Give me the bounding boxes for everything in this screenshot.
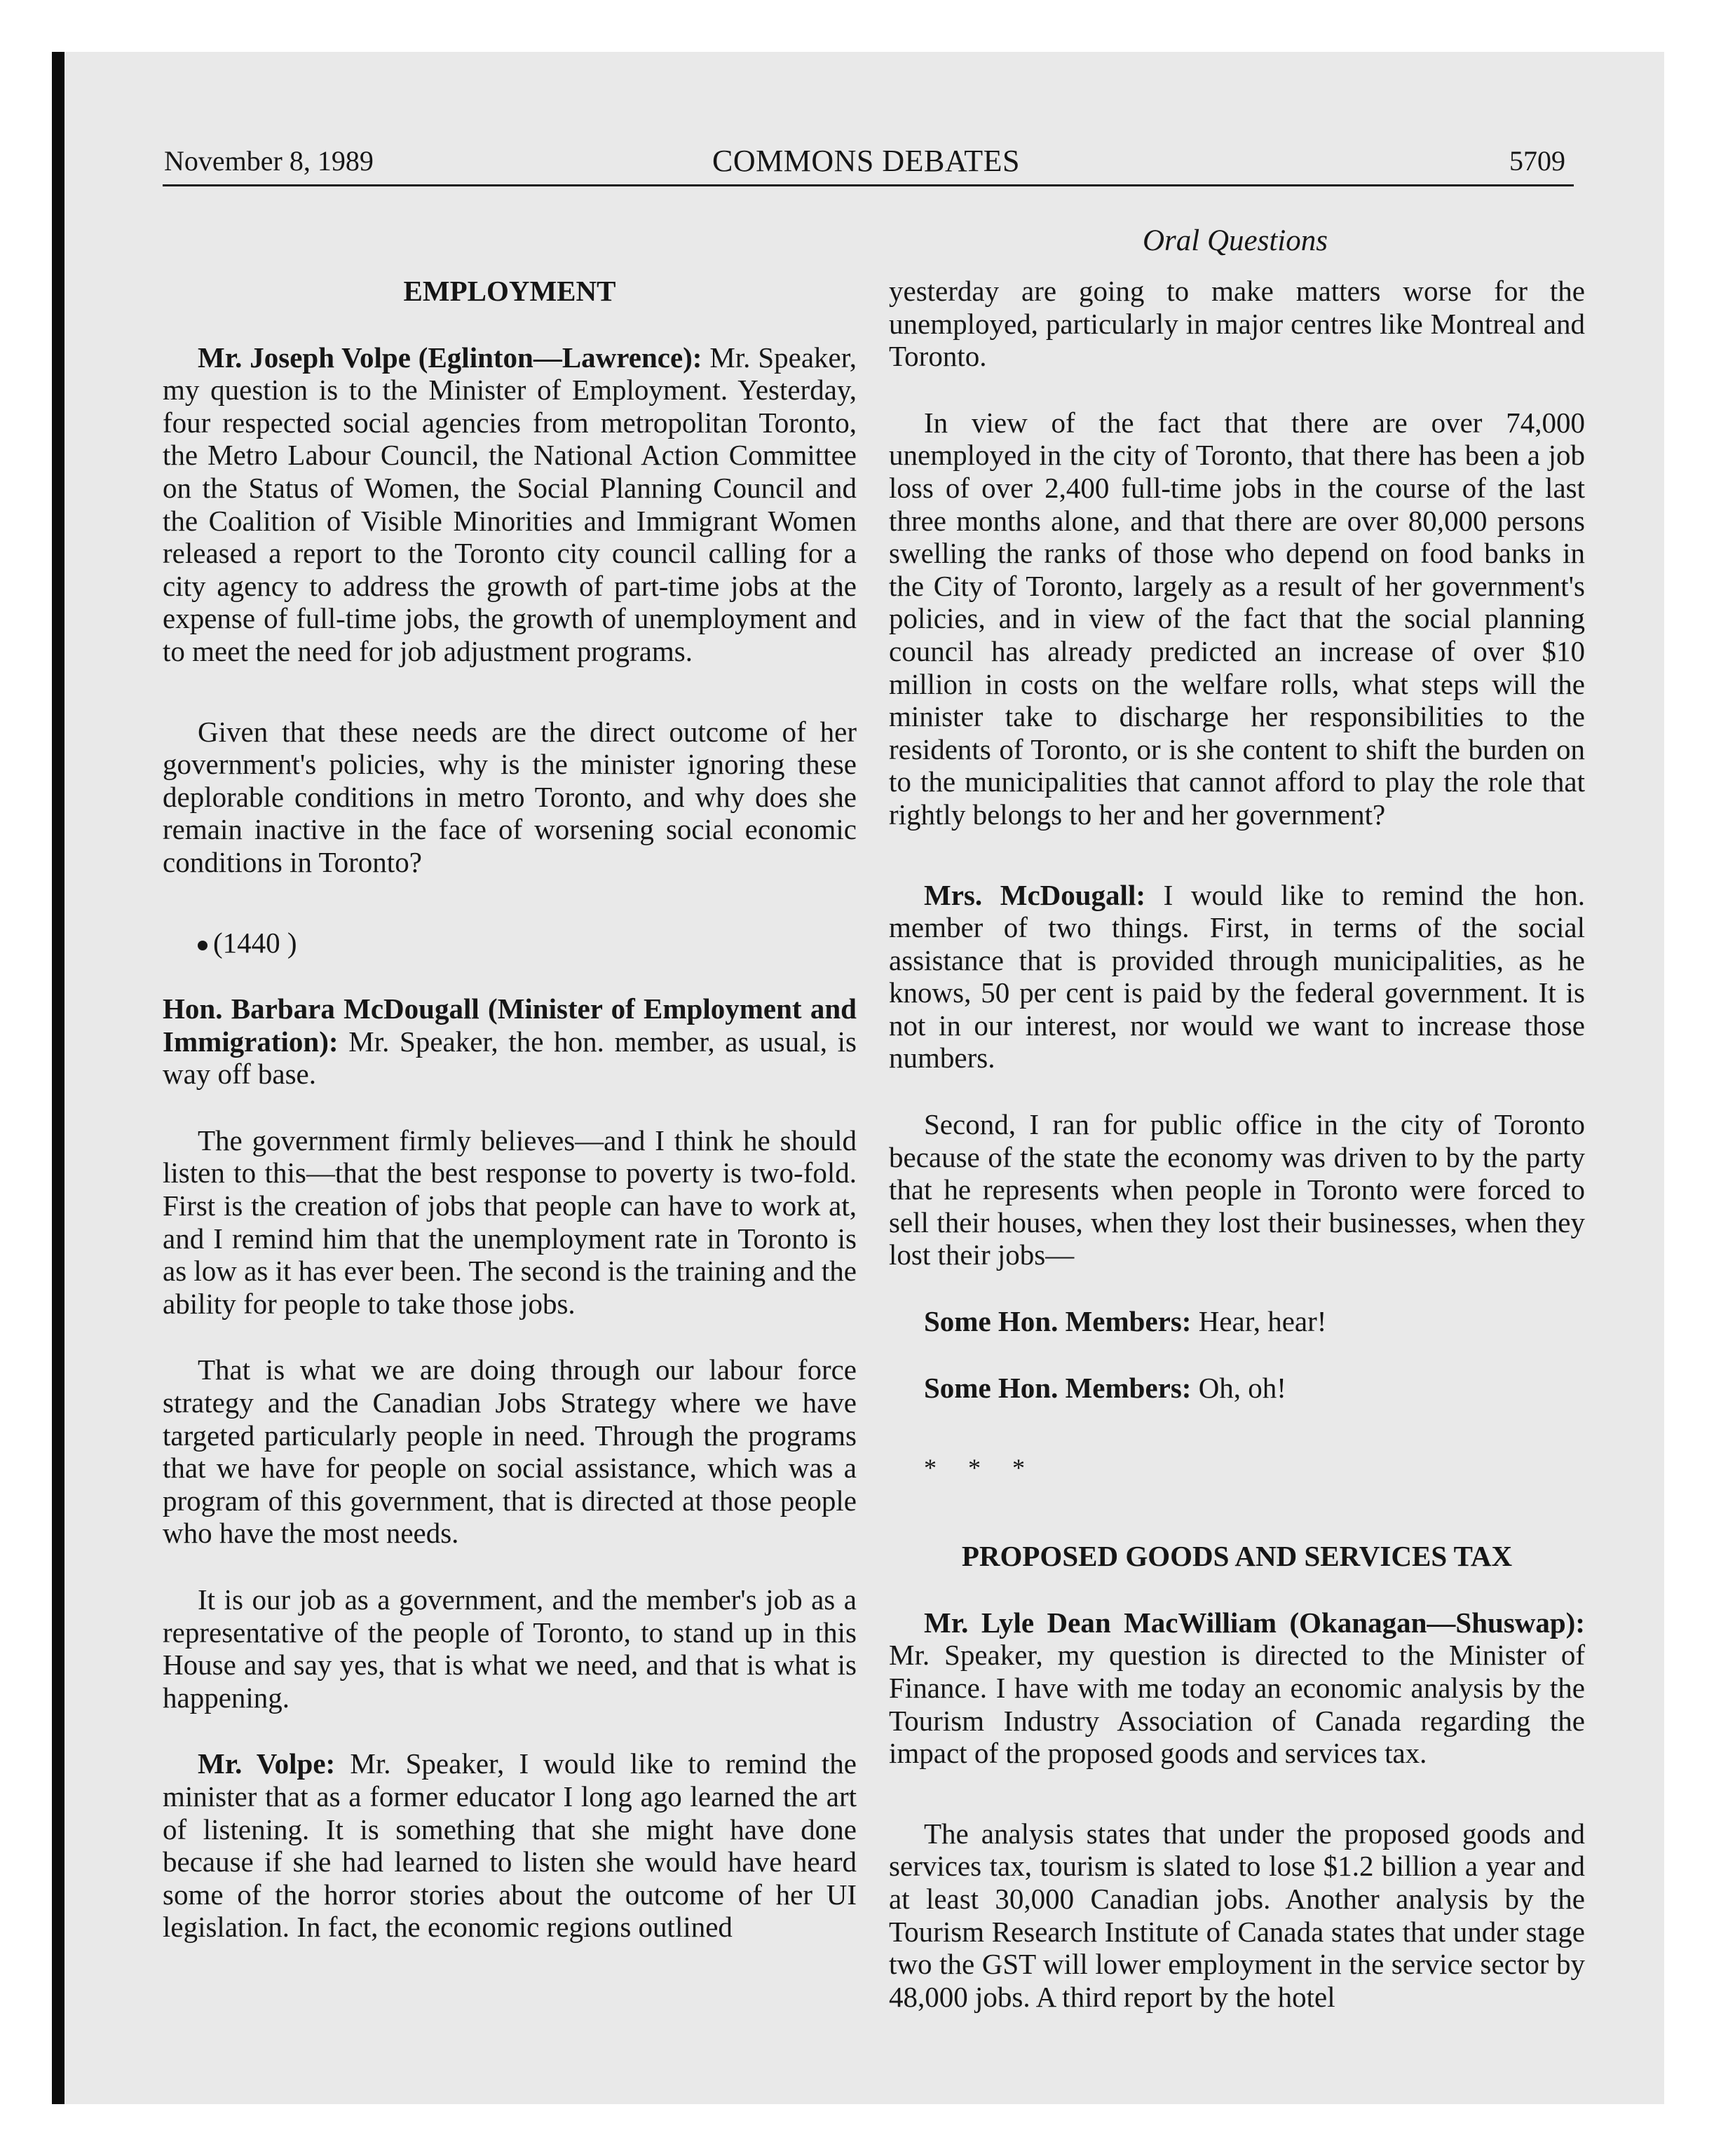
speech-text: I would like to remind the hon. member of two things. First, in terms of the social assistance that is provided through municipalities, as he knows, 50 per cent is paid by the federal government. It is not in our interest, nor would we want to increase those numbers. [889,878,1586,1074]
paragraph-mcdougall-remind [889,879,1585,1075]
paragraph-volpe-remind [163,1747,857,1944]
paragraph-continued: yesterday are going to make matters worse for the unemployed, particularly in major centres like Montreal and Toronto. [889,275,1585,373]
paragraph-macwilliam-question [889,1606,1585,1770]
paragraph-volpe-followup: Given that these needs are the direct outcome of her government's policies, why is the minister ignoring these deplorable conditions in metro Toronto, and why does she remain inactive in the face of worsening social economic conditions in Toronto? [163,715,857,878]
bullet-icon [198,941,207,950]
section-separator: * * * [924,1454,1037,1482]
time-marker [163,927,857,960]
speaker-name: Hon. Barbara McDougall (Minister of Employment and Immigration): [163,992,857,1058]
paragraph-our-job: It is our job as a government, and the member's job as a representative of the people of Toronto, to stand up in this House and say yes, that is what we need, and that is what is happening. [163,1583,857,1714]
right-column [889,275,1585,2013]
speech-text: Oh, oh! [1191,1371,1286,1404]
header-page-number: 5709 [1509,145,1565,177]
paragraph-labour-strategy: That is what we are doing through our labour force strategy and the Canadian Jobs Strategy where we have targeted particularly people in need. Through the programs that we have for people on social assistance, which was a program of this government, that is directed at those people who have the most needs. [163,1353,857,1550]
speaker-name: Some Hon. Members: [924,1305,1192,1338]
header-publication-title: COMMONS DEBATES [712,144,1021,178]
paragraph-mcdougall-reply [163,992,857,1091]
paragraph-volpe-question [163,341,857,668]
speech-text: Mr. Speaker, I would like to remind the minister that as a former educator I long ago learned the art of listening. It is something that she might have done because if she had learned to listen she would have heard some of the horror stories about the outcome of her UI legislation. In fact, the economic regions outlined [163,1747,857,1944]
speaker-name: Mr. Volpe: [198,1747,336,1780]
header-rule [163,184,1574,186]
speech-text: Mr. Speaker, my question is to the Minister of Employment. Yesterday, four respected social agencies from metropolitan Toronto, the Metro Labour Council, the National Action Committee on the Status of Women, the Social Planning Council and the Coalition of Visible Minorities and Immigrant Women released a report to the Toronto city council calling for a city agency to address the growth of part-time jobs at the expense of full-time jobs, the growth of unemployment and to meet the need for job adjustment programs. [163,341,857,667]
speaker-name: Some Hon. Members: [924,1371,1192,1404]
paragraph-second: Second, I ran for public office in the city of Toronto because of the state the economy was driven to by the party that he represents when people in Toronto were forced to sell their houses, when they lost their businesses, when they lost their jobs— [889,1108,1585,1271]
heading-goods-services-tax: PROPOSED GOODS AND SERVICES TAX [961,1540,1513,1573]
header-date: November 8, 1989 [164,145,374,177]
paragraph-in-view: In view of the fact that there are over 74,000 unemployed in the city of Toronto, that there has been a job loss of over 2,400 full-time jobs in the course of the last three months alone, and that there are over 80,000 persons swelling the ranks of those who depend on food banks in the City of Toronto, largely as a result of her government's policies, and in view of the fact that the social planning council has already predicted an increase of over $10 million in costs on the welfare rolls, what steps will the minister take to discharge her responsibilities to the residents of Toronto, or is she content to shift the burden on to the municipalities that cannot afford to play the role that rightly belongs to her and her government? [889,406,1585,831]
speaker-name: Mr. Joseph Volpe (Eglinton—Lawrence): [198,341,702,374]
paragraph-government-believes: The government firmly believes—and I think he should listen to this—that the best response to poverty is two-fold. First is the creation of jobs that people can have to work at, and I remind him that the unemployment rate in Toronto is as low as it has ever been. The second is the training and the ability for people to take those jobs. [163,1124,857,1320]
speech-text: Mr. Speaker, the hon. member, as usual, is way off base. [163,1025,857,1091]
paragraph-oh-oh [889,1372,1585,1405]
speech-text: Hear, hear! [1191,1305,1327,1338]
speech-text: Mr. Speaker, my question is directed to the Minister of Finance. I have with me today an economic analysis by the Tourism Industry Association of Canada regarding the impact of the proposed goods and services tax. [889,1639,1585,1770]
speaker-name: Mr. Lyle Dean MacWilliam (Okanagan—Shuswap): [924,1606,1585,1639]
paragraph-analysis: The analysis states that under the proposed goods and services tax, tourism is slated to lose $1.2 billion a year and at least 30,000 Canadian jobs. Another analysis by the Tourism Research Institute of Canada states that under stage two the GST will lower employment in the service sector by 48,000 jobs. A third report by the hotel [889,1817,1585,2013]
speaker-name: Mrs. McDougall: [924,878,1145,911]
left-column [163,275,857,1944]
heading-employment: EMPLOYMENT [403,275,616,307]
time-marker-text: (1440 ) [213,926,297,959]
section-label: Oral Questions [1143,224,1328,257]
paragraph-hear-hear [889,1305,1585,1338]
